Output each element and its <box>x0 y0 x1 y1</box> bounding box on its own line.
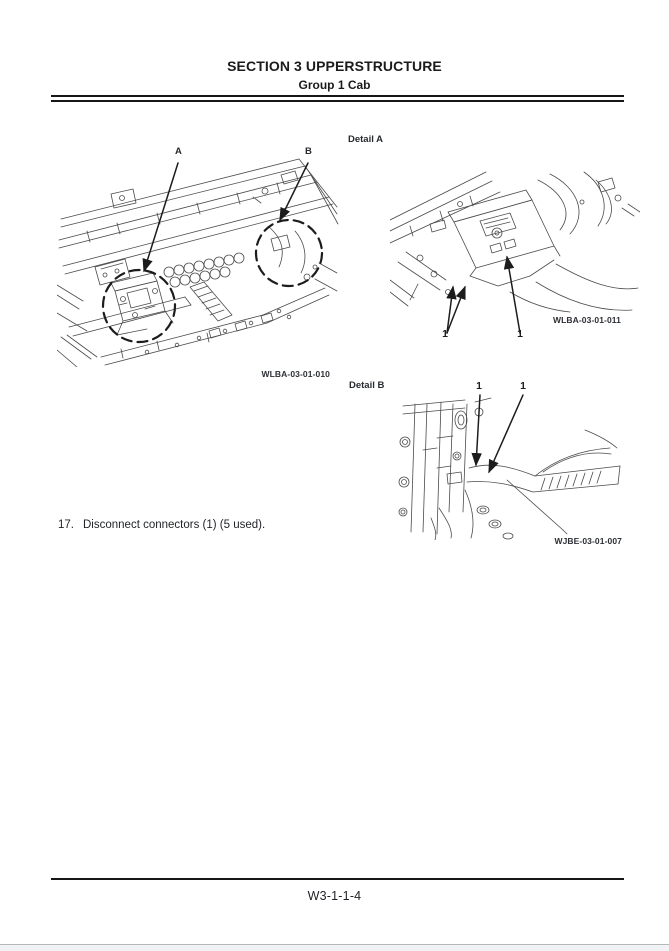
detail-a-callout-left: 1 <box>442 328 448 340</box>
step-text: Disconnect connectors (1) (5 used). <box>83 519 266 531</box>
detail-b-callout-left: 1 <box>476 380 482 392</box>
detail-b-callout-right: 1 <box>520 380 526 392</box>
group-title: Group 1 Cab <box>298 78 371 92</box>
detail-b-circle <box>256 220 322 286</box>
main-figure-drawing <box>57 145 339 367</box>
step-item-17 <box>58 519 478 531</box>
page-number: W3-1-1-4 <box>307 889 362 903</box>
footer-rule <box>51 878 624 880</box>
header-double-rule <box>51 95 624 102</box>
detail-b-title: Detail B <box>349 380 385 391</box>
main-figure-code: WLBA-03-01-010 <box>261 369 330 379</box>
detail-b-arrow-right <box>489 395 523 472</box>
step-number: 17. <box>58 519 74 531</box>
detail-a-callout-right: 1 <box>517 328 523 340</box>
section-title: SECTION 3 UPPERSTRUCTURE <box>227 58 442 74</box>
detail-a-figure-code: WLBA-03-01-011 <box>552 315 621 325</box>
main-figure <box>57 145 339 380</box>
page-bottom-edge <box>0 944 669 951</box>
detail-b-drawing <box>395 390 630 540</box>
detail-a-title: Detail A <box>348 134 384 145</box>
detail-b-figure-code: WJBE-03-01-007 <box>554 536 622 546</box>
callout-b-label: B <box>305 146 312 157</box>
detail-a-figure <box>390 164 640 349</box>
detail-b-arrow-left <box>476 395 480 465</box>
callout-a-label: A <box>175 146 182 157</box>
